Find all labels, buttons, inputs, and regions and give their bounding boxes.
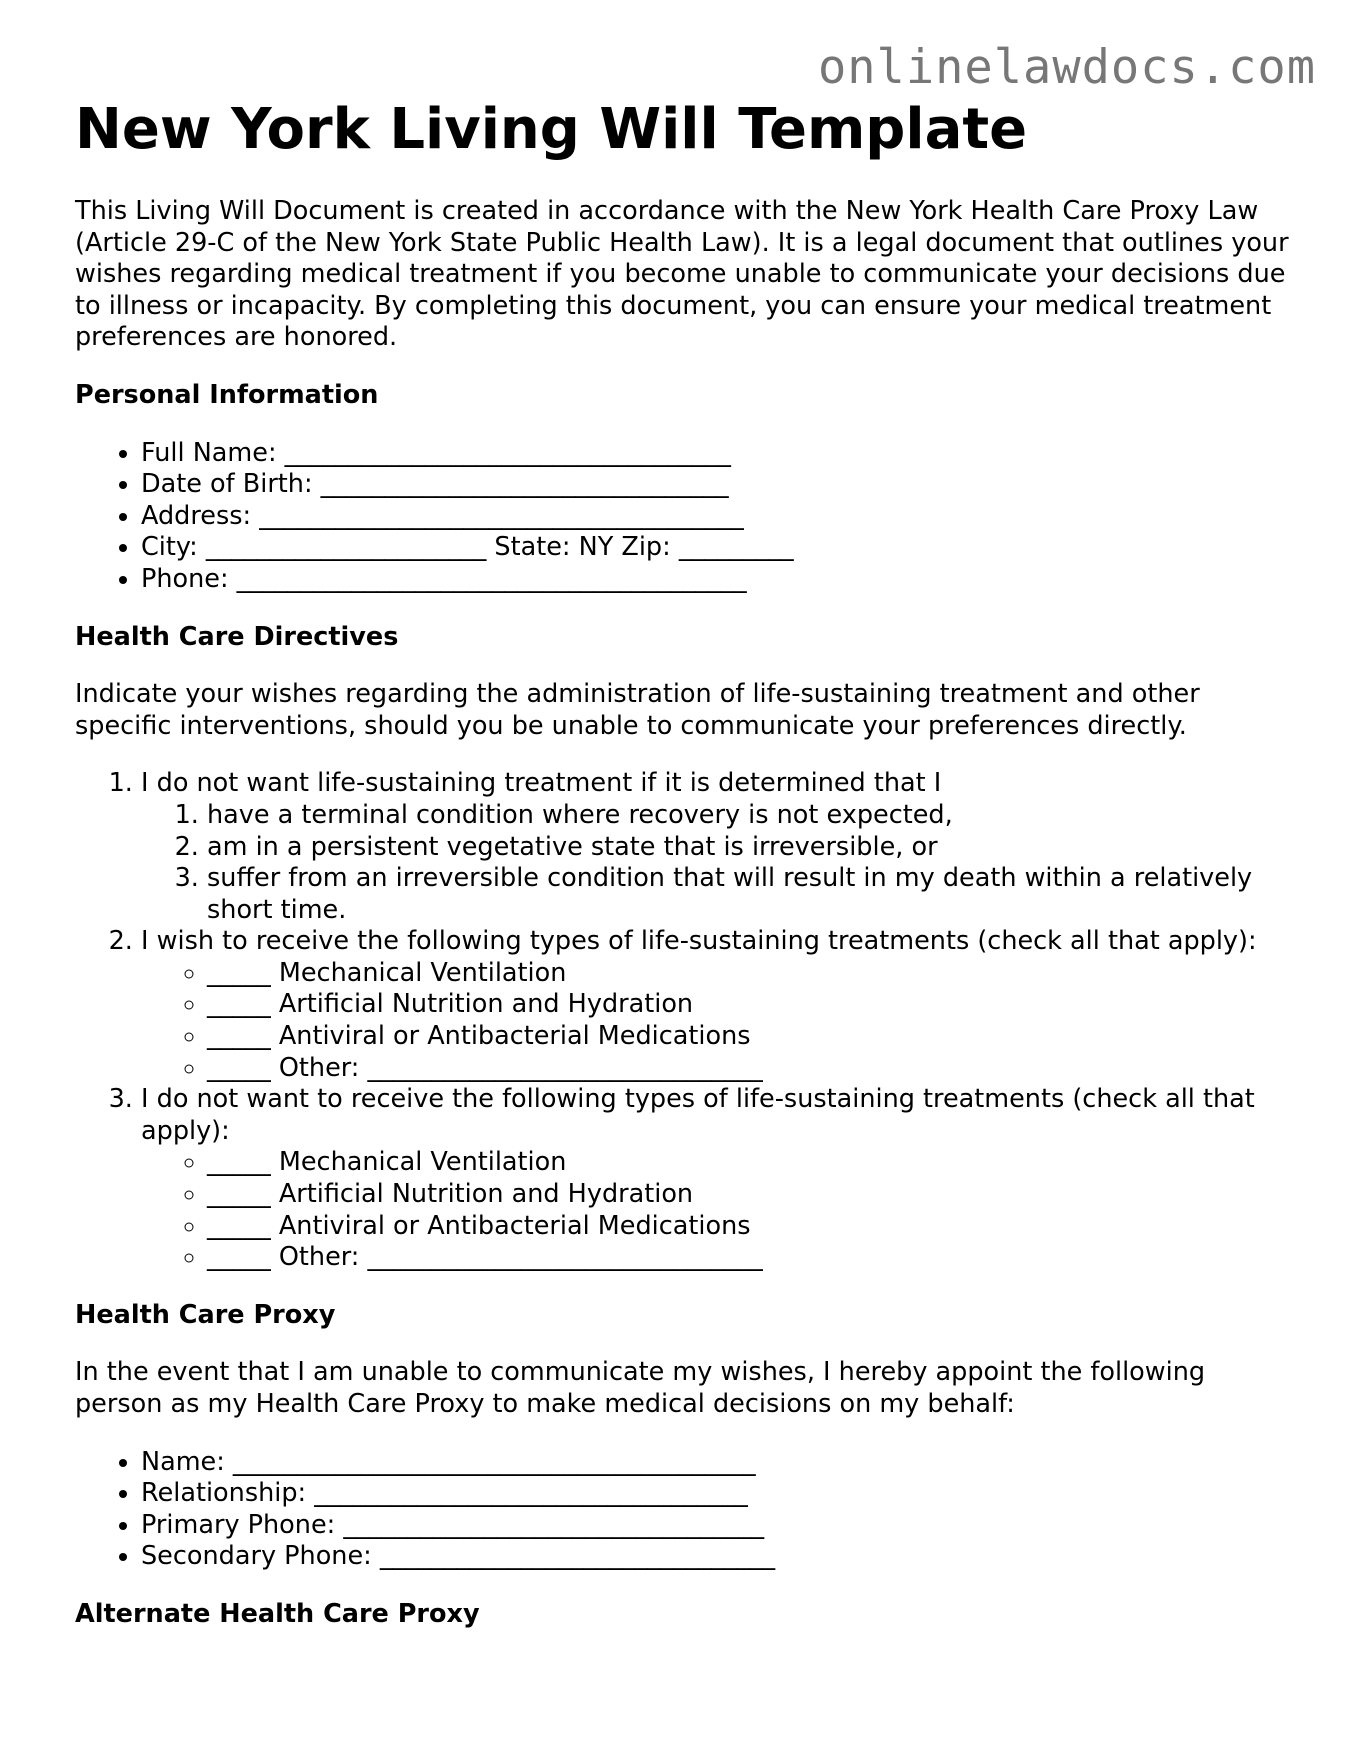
refuse-mechanical-ventilation-option[interactable]: ◦ _____ Mechanical Ventilation	[207, 1147, 1295, 1179]
document-title: New York Living Will Template	[75, 97, 1028, 162]
address-field[interactable]: • Address: ______________________________________	[141, 501, 1295, 533]
personal-information-heading: Personal Information	[75, 379, 379, 410]
refuse-nutrition-hydration-option[interactable]: ◦ _____ Artificial Nutrition and Hydration	[207, 1179, 1295, 1211]
watermark: onlinelawdocs.com	[817, 40, 1316, 95]
intro-paragraph: This Living Will Document is created in accordance with the New York Health Care Proxy Law (Article 29-C of the New York State Public Health Law). It is a legal document that outlines your wishes regarding medical treatment if you become unable to communicate your decisions due to illness or incapacity. By completing this document, you can ensure your medical treatment preferences are honored.	[75, 196, 1289, 353]
alternate-proxy-heading: Alternate Health Care Proxy	[75, 1598, 480, 1629]
phone-field[interactable]: • Phone: ________________________________________	[141, 564, 1295, 596]
directive-item-1	[141, 768, 1295, 926]
receive-medications-option[interactable]: ◦ _____ Antiviral or Antibacterial Medications	[207, 1021, 1295, 1053]
proxy-relationship-field[interactable]: • Relationship: __________________________________	[141, 1478, 1295, 1510]
directive-item-2-text: I wish to receive the following types of life-sustaining treatments (check all that apply):	[141, 926, 1257, 957]
directive-item-3	[141, 1084, 1295, 1274]
condition-terminal: 1. have a terminal condition where recovery is not expected,	[207, 800, 1295, 832]
date-of-birth-field[interactable]: • Date of Birth: ________________________________	[141, 469, 1295, 501]
condition-irreversible: 3. suffer from an irreversible condition that will result in my death within a relatively short time.	[207, 863, 1295, 926]
directives-list	[75, 768, 1295, 1274]
receive-other-option[interactable]: ◦ _____ Other: _______________________________	[207, 1053, 1295, 1085]
directive-item-1-text: I do not want life-sustaining treatment if it is determined that I	[141, 768, 942, 799]
personal-information-list	[75, 438, 1295, 596]
proxy-primary-phone-field[interactable]: • Primary Phone: _________________________________	[141, 1510, 1295, 1542]
receive-mechanical-ventilation-option[interactable]: ◦ _____ Mechanical Ventilation	[207, 958, 1295, 990]
document-page	[75, 96, 1295, 1657]
directive-item-1-conditions	[141, 800, 1295, 926]
refuse-medications-option[interactable]: ◦ _____ Antiviral or Antibacterial Medications	[207, 1211, 1295, 1243]
directive-item-2	[141, 926, 1295, 1084]
receive-treatments-list	[141, 958, 1295, 1084]
proxy-information-list	[75, 1447, 1295, 1573]
receive-nutrition-hydration-option[interactable]: ◦ _____ Artificial Nutrition and Hydration	[207, 989, 1295, 1021]
refuse-treatments-list	[141, 1147, 1295, 1273]
full-name-field[interactable]: • Full Name: ___________________________________	[141, 438, 1295, 470]
health-care-directives-heading: Health Care Directives	[75, 621, 399, 652]
health-care-proxy-heading: Health Care Proxy	[75, 1299, 336, 1330]
city-state-zip-field[interactable]: • City: ______________________ State: NY Zip: _________	[141, 532, 1295, 564]
proxy-secondary-phone-field[interactable]: • Secondary Phone: _______________________________	[141, 1541, 1295, 1573]
directives-description: Indicate your wishes regarding the administration of life-sustaining treatment and other specific interventions, should you be unable to communicate your preferences directly.	[75, 679, 1200, 741]
proxy-description: In the event that I am unable to communicate my wishes, I hereby appoint the following person as my Health Care Proxy to make medical decisions on my behalf:	[75, 1357, 1206, 1419]
refuse-other-option[interactable]: ◦ _____ Other: _______________________________	[207, 1242, 1295, 1274]
directive-item-3-text: I do not want to receive the following types of life-sustaining treatments (check all that apply):	[141, 1084, 1255, 1146]
proxy-name-field[interactable]: • Name: _________________________________________	[141, 1447, 1295, 1479]
condition-vegetative: 2. am in a persistent vegetative state that is irreversible, or	[207, 832, 1295, 864]
